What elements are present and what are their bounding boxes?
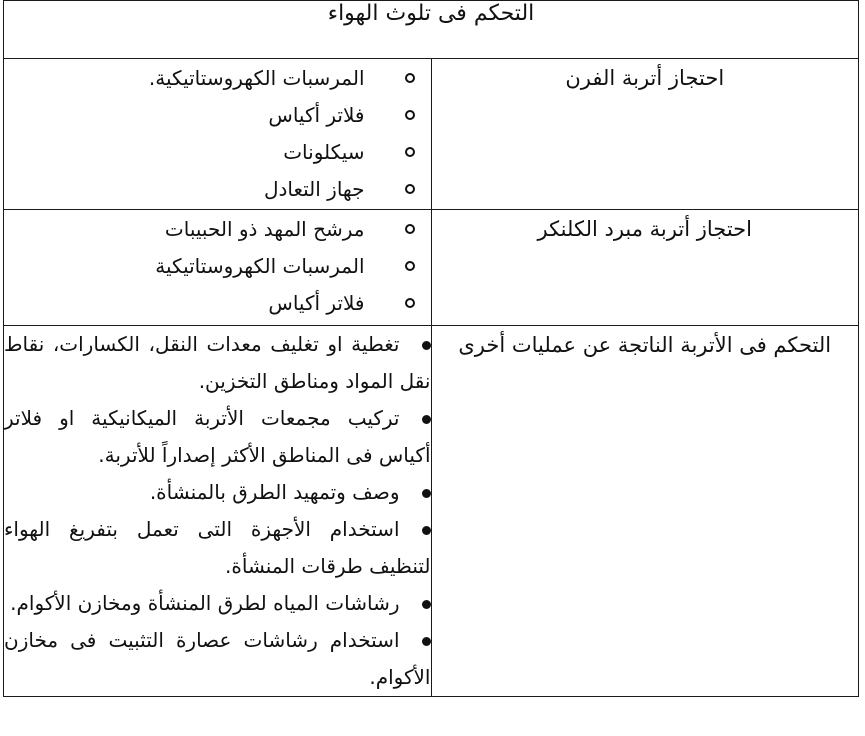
table-row-kiln-dust xyxy=(4,59,859,210)
table-row-clinker-cooler-dust xyxy=(4,210,859,326)
list-item: وصف وتمهيد الطرق بالمنشأة. xyxy=(4,474,431,511)
bullet-icon xyxy=(405,184,415,194)
bullet-icon xyxy=(422,415,431,424)
list-item: مرشح المهد ذو الحبيبات xyxy=(4,210,431,247)
bullet-icon xyxy=(405,147,415,157)
bullet-icon xyxy=(405,224,415,234)
clinker-cooler-list xyxy=(4,210,431,321)
list-item: فلاتر أكياس xyxy=(4,284,431,321)
bullet-icon xyxy=(405,298,415,308)
list-item: استخدام رشاشات عصارة التثبيت فى مخازن الأكوام. xyxy=(4,628,431,689)
bullet-icon xyxy=(405,73,415,83)
list-item: سيكلونات xyxy=(4,133,431,170)
bullet-icon xyxy=(405,261,415,271)
bullet-icon xyxy=(422,341,431,350)
other-processes-list xyxy=(4,326,431,696)
bullet-icon xyxy=(422,600,431,609)
list-item: فلاتر أكياس xyxy=(4,96,431,133)
row-items-other-processes-dust xyxy=(4,326,432,697)
bullet-icon xyxy=(422,489,431,498)
table-row-other-processes-dust xyxy=(4,326,859,697)
table-title: التحكم فى تلوث الهواء xyxy=(4,1,859,59)
bullet-icon xyxy=(422,526,431,535)
bullet-icon xyxy=(405,110,415,120)
list-item: رشاشات المياه لطرق المنشأة ومخازن الأكوام. xyxy=(4,585,431,622)
air-pollution-control-table xyxy=(3,0,859,697)
bullet-icon xyxy=(422,637,431,646)
row-label-clinker-cooler-dust: احتجاز أتربة مبرد الكلنكر xyxy=(431,210,859,326)
row-label-kiln-dust: احتجاز أتربة الفرن xyxy=(431,59,859,210)
row-items-kiln-dust xyxy=(4,59,432,210)
list-item: المرسبات الكهروستاتيكية. xyxy=(4,59,431,96)
row-items-clinker-cooler-dust xyxy=(4,210,432,326)
list-item: جهاز التعادل xyxy=(4,170,431,207)
kiln-dust-list xyxy=(4,59,431,207)
list-item: استخدام الأجهزة التى تعمل بتفريغ الهواء لتنظيف طرقات المنشأة. xyxy=(4,517,431,578)
list-item: تركيب مجمعات الأتربة الميكانيكية او فلاتر أكياس فى المناطق الأكثر إصداراً للأتربة. xyxy=(4,406,431,467)
list-item: تغطية او تغليف معدات النقل، الكسارات، نقاط نقل المواد ومناطق التخزين. xyxy=(4,332,431,393)
list-item: المرسبات الكهروستاتيكية xyxy=(4,247,431,284)
row-label-other-processes-dust: التحكم فى الأتربة الناتجة عن عمليات أخرى xyxy=(431,326,859,697)
